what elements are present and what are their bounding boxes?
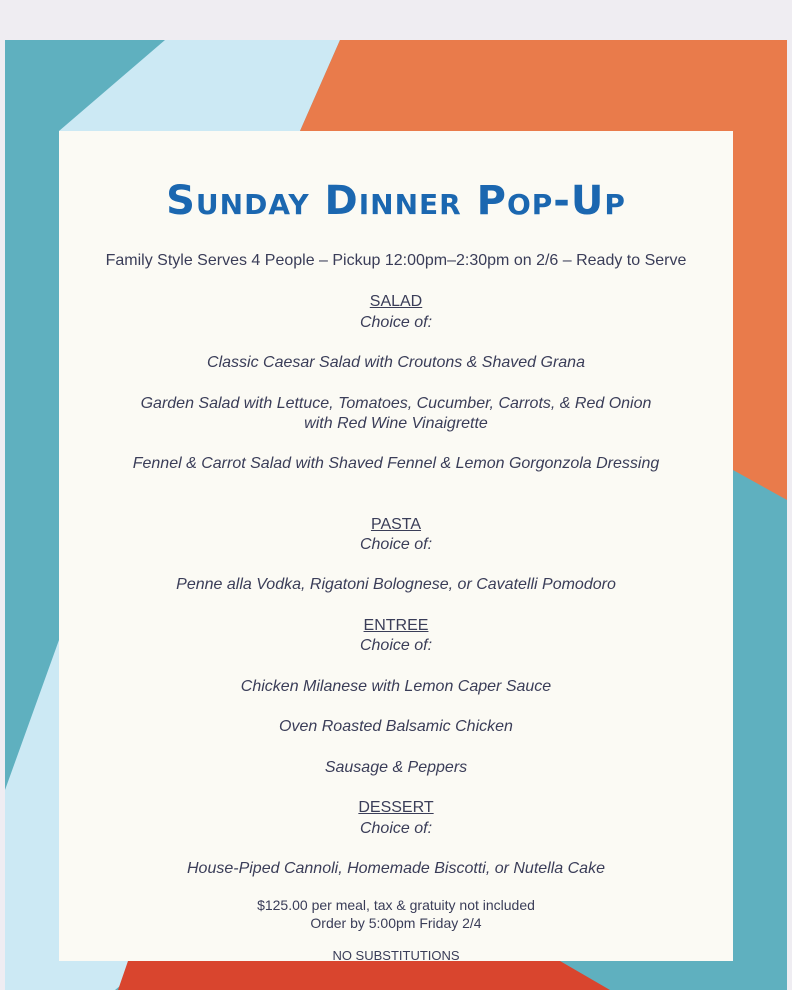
salad-item-fennel: Fennel & Carrot Salad with Shaved Fennel & Lemon Gorgonzola Dressing xyxy=(132,455,660,472)
salad-choice-label: Choice of: xyxy=(359,314,433,331)
entree-choice-label: Choice of: xyxy=(359,637,433,654)
salad-item-garden: Garden Salad with Lettuce, Tomatoes, Cucumber, Carrots, & Red Onion xyxy=(140,395,652,412)
entree-item-sausage: Sausage & Peppers xyxy=(324,759,468,776)
salad-item-garden-dressing: with Red Wine Vinaigrette xyxy=(304,415,488,432)
entree-heading: ENTREE xyxy=(363,617,429,634)
price-line: $125.00 per meal, tax & gratuity not included xyxy=(257,897,535,913)
menu-subtitle: Family Style Serves 4 People – Pickup 12:00pm–2:30pm on 2/6 – Ready to Serve xyxy=(105,252,687,269)
no-substitutions-note: NO SUBSTITUTIONS xyxy=(332,948,460,963)
entree-item-milanese: Chicken Milanese with Lemon Caper Sauce xyxy=(240,678,552,695)
pasta-item: Penne alla Vodka, Rigatoni Bolognese, or Cavatelli Pomodoro xyxy=(176,576,616,593)
order-deadline: Order by 5:00pm Friday 2/4 xyxy=(310,915,482,931)
dessert-heading: DESSERT xyxy=(358,799,434,816)
salad-heading: SALAD xyxy=(369,293,423,310)
menu-title: Sunday Dinner Pop-Up xyxy=(166,178,626,224)
entree-item-balsamic: Oven Roasted Balsamic Chicken xyxy=(279,718,513,735)
pasta-heading: PASTA xyxy=(370,516,422,533)
dessert-choice-label: Choice of: xyxy=(359,820,433,837)
pasta-choice-label: Choice of: xyxy=(359,536,433,553)
dessert-item: House-Piped Cannoli, Homemade Biscotti, or Nutella Cake xyxy=(187,860,605,877)
salad-item-caesar: Classic Caesar Salad with Croutons & Shaved Grana xyxy=(207,354,585,371)
menu-card xyxy=(59,131,733,961)
